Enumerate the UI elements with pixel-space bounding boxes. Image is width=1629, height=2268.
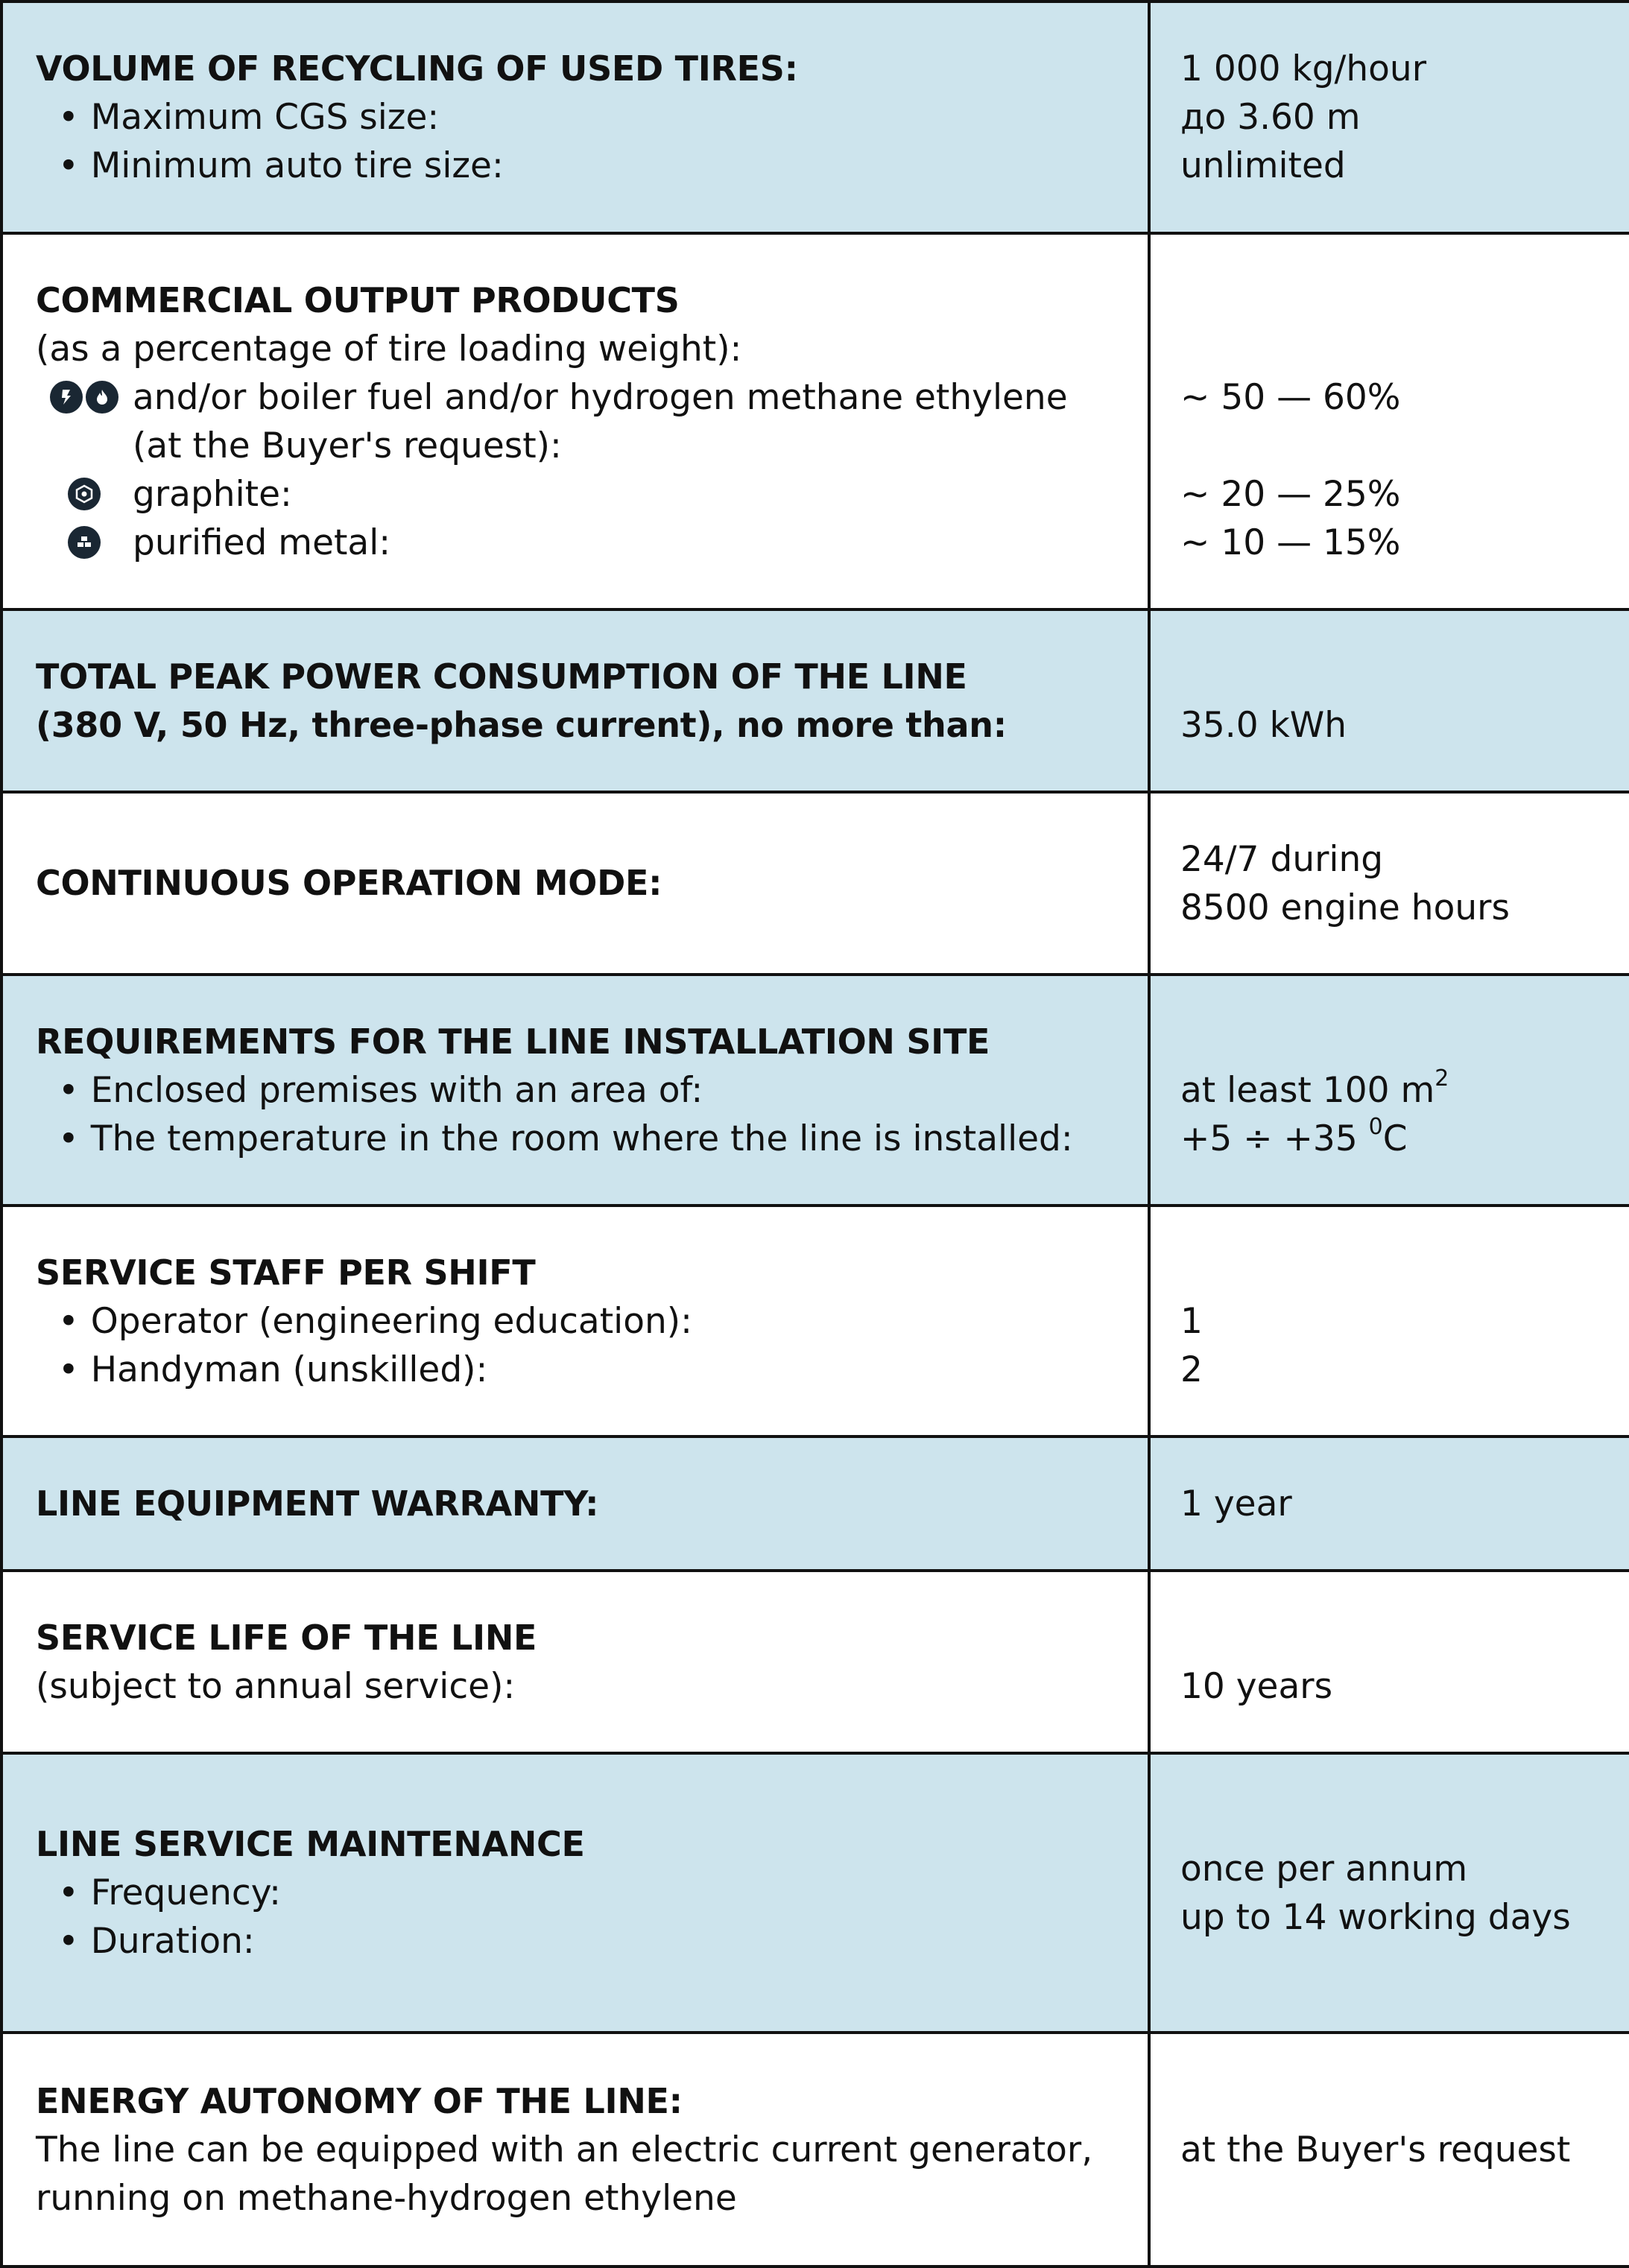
row-heading: LINE SERVICE MAINTENANCE — [36, 1824, 585, 1864]
row-value: 2 — [1180, 1349, 1203, 1390]
bullet-item: • Maximum CGS size: — [36, 93, 1118, 142]
row-heading: VOLUME OF RECYCLING OF USED TIRES: — [36, 48, 798, 89]
bullet-item: • Enclosed premises with an area of: — [36, 1066, 1118, 1115]
product-item-fuel — [36, 373, 1118, 422]
row-value-cell — [1149, 975, 1629, 1206]
metal-bars-icon — [68, 526, 101, 559]
product-label: and/or boiler fuel and/or hydrogen methane ethylene — [133, 376, 1068, 418]
row-subheading: (as a percentage of tire loading weight): — [36, 328, 742, 370]
row-value: до 3.60 m — [1180, 97, 1361, 138]
bullet-item: • Duration: — [36, 1917, 1118, 1966]
product-label-cont: (at the Buyer's request): — [133, 425, 562, 466]
flame-icon — [86, 381, 118, 414]
row-subheading: (subject to annual service): — [36, 1665, 516, 1707]
row-heading: TOTAL PEAK POWER CONSUMPTION OF THE LINE — [36, 656, 967, 697]
product-item-metal — [36, 519, 1118, 567]
fuel-icon — [50, 381, 83, 414]
row-service-maintenance — [1, 1753, 1629, 2033]
row-value: 8500 engine hours — [1180, 887, 1510, 928]
row-label-cell — [1, 1, 1149, 233]
row-value: 1 year — [1180, 1483, 1292, 1524]
row-label-cell — [1, 609, 1149, 792]
row-value-cell — [1149, 2033, 1629, 2267]
row-value-cell — [1149, 792, 1629, 975]
row-value-cell — [1149, 1571, 1629, 1753]
row-power-consumption — [1, 609, 1629, 792]
row-value: once per annum — [1180, 1848, 1468, 1890]
row-value: ~ 10 — 15% — [1180, 522, 1401, 563]
row-label-cell — [1, 792, 1149, 975]
bullet-item: • Frequency: — [36, 1869, 1118, 1917]
row-label-cell — [1, 1571, 1149, 1753]
row-value: ~ 50 — 60% — [1180, 376, 1401, 418]
bullet-item: • Operator (engineering education): — [36, 1297, 1118, 1346]
row-service-life — [1, 1571, 1629, 1753]
row-value-cell — [1149, 1206, 1629, 1436]
bullet-item: • Minimum auto tire size: — [36, 142, 1118, 190]
row-value-cell — [1149, 1753, 1629, 2033]
row-label-cell — [1, 1436, 1149, 1571]
row-value: unlimited — [1180, 145, 1346, 186]
row-label-cell — [1, 1206, 1149, 1436]
row-value: 1 000 kg/hour — [1180, 48, 1427, 89]
row-output-products — [1, 233, 1629, 609]
row-value-cell — [1149, 609, 1629, 792]
row-heading: ENERGY AUTONOMY OF THE LINE: — [36, 2080, 683, 2121]
row-value-area: at least 100 $m^2$ — [1180, 1065, 1449, 1111]
row-heading: SERVICE LIFE OF THE LINE — [36, 1617, 537, 1658]
row-heading: COMMERCIAL OUTPUT PRODUCTS — [36, 279, 680, 320]
row-value: 10 years — [1180, 1665, 1333, 1707]
row-value-temperature: +5 ÷ +35 $^0$C — [1180, 1113, 1408, 1159]
row-heading: (380 V, 50 Hz, three-phase current), no more than: — [36, 704, 1007, 745]
row-installation-site — [1, 975, 1629, 1206]
row-value: up to 14 working days — [1180, 1896, 1571, 1938]
row-operation-mode — [1, 792, 1629, 975]
row-text: The line can be equipped with an electric current generator, — [36, 2129, 1093, 2170]
product-item-graphite — [36, 470, 1118, 519]
graphite-icon — [68, 478, 101, 510]
row-value: 35.0 kWh — [1180, 704, 1347, 746]
row-heading: SERVICE STAFF PER SHIFT — [36, 1252, 536, 1293]
row-value-cell — [1149, 1436, 1629, 1571]
row-heading: REQUIREMENTS FOR THE LINE INSTALLATION SITE — [36, 1021, 990, 1062]
product-label: graphite: — [133, 473, 292, 515]
row-warranty — [1, 1436, 1629, 1571]
row-label-cell — [1, 2033, 1149, 2267]
row-label-cell — [1, 1753, 1149, 2033]
row-value: ~ 20 — 25% — [1180, 473, 1401, 515]
row-value: 24/7 during — [1180, 838, 1384, 880]
row-value: at the Buyer's request — [1180, 2129, 1571, 2170]
row-value-cell — [1149, 233, 1629, 609]
row-service-staff — [1, 1206, 1629, 1436]
row-label-cell — [1, 233, 1149, 609]
row-recycling-volume — [1, 1, 1629, 233]
row-energy-autonomy — [1, 2033, 1629, 2267]
bullet-item: • Handyman (unskilled): — [36, 1346, 1118, 1394]
row-label-cell — [1, 975, 1149, 1206]
row-value: 1 — [1180, 1300, 1203, 1342]
product-label: purified metal: — [133, 522, 391, 563]
row-text: running on methane-hydrogen ethylene — [36, 2177, 737, 2219]
row-heading: LINE EQUIPMENT WARRANTY: — [36, 1483, 599, 1524]
bullet-item: • The temperature in the room where the line is installed: — [36, 1115, 1118, 1163]
row-heading: CONTINUOUS OPERATION MODE: — [36, 863, 662, 903]
row-value-cell — [1149, 1, 1629, 233]
